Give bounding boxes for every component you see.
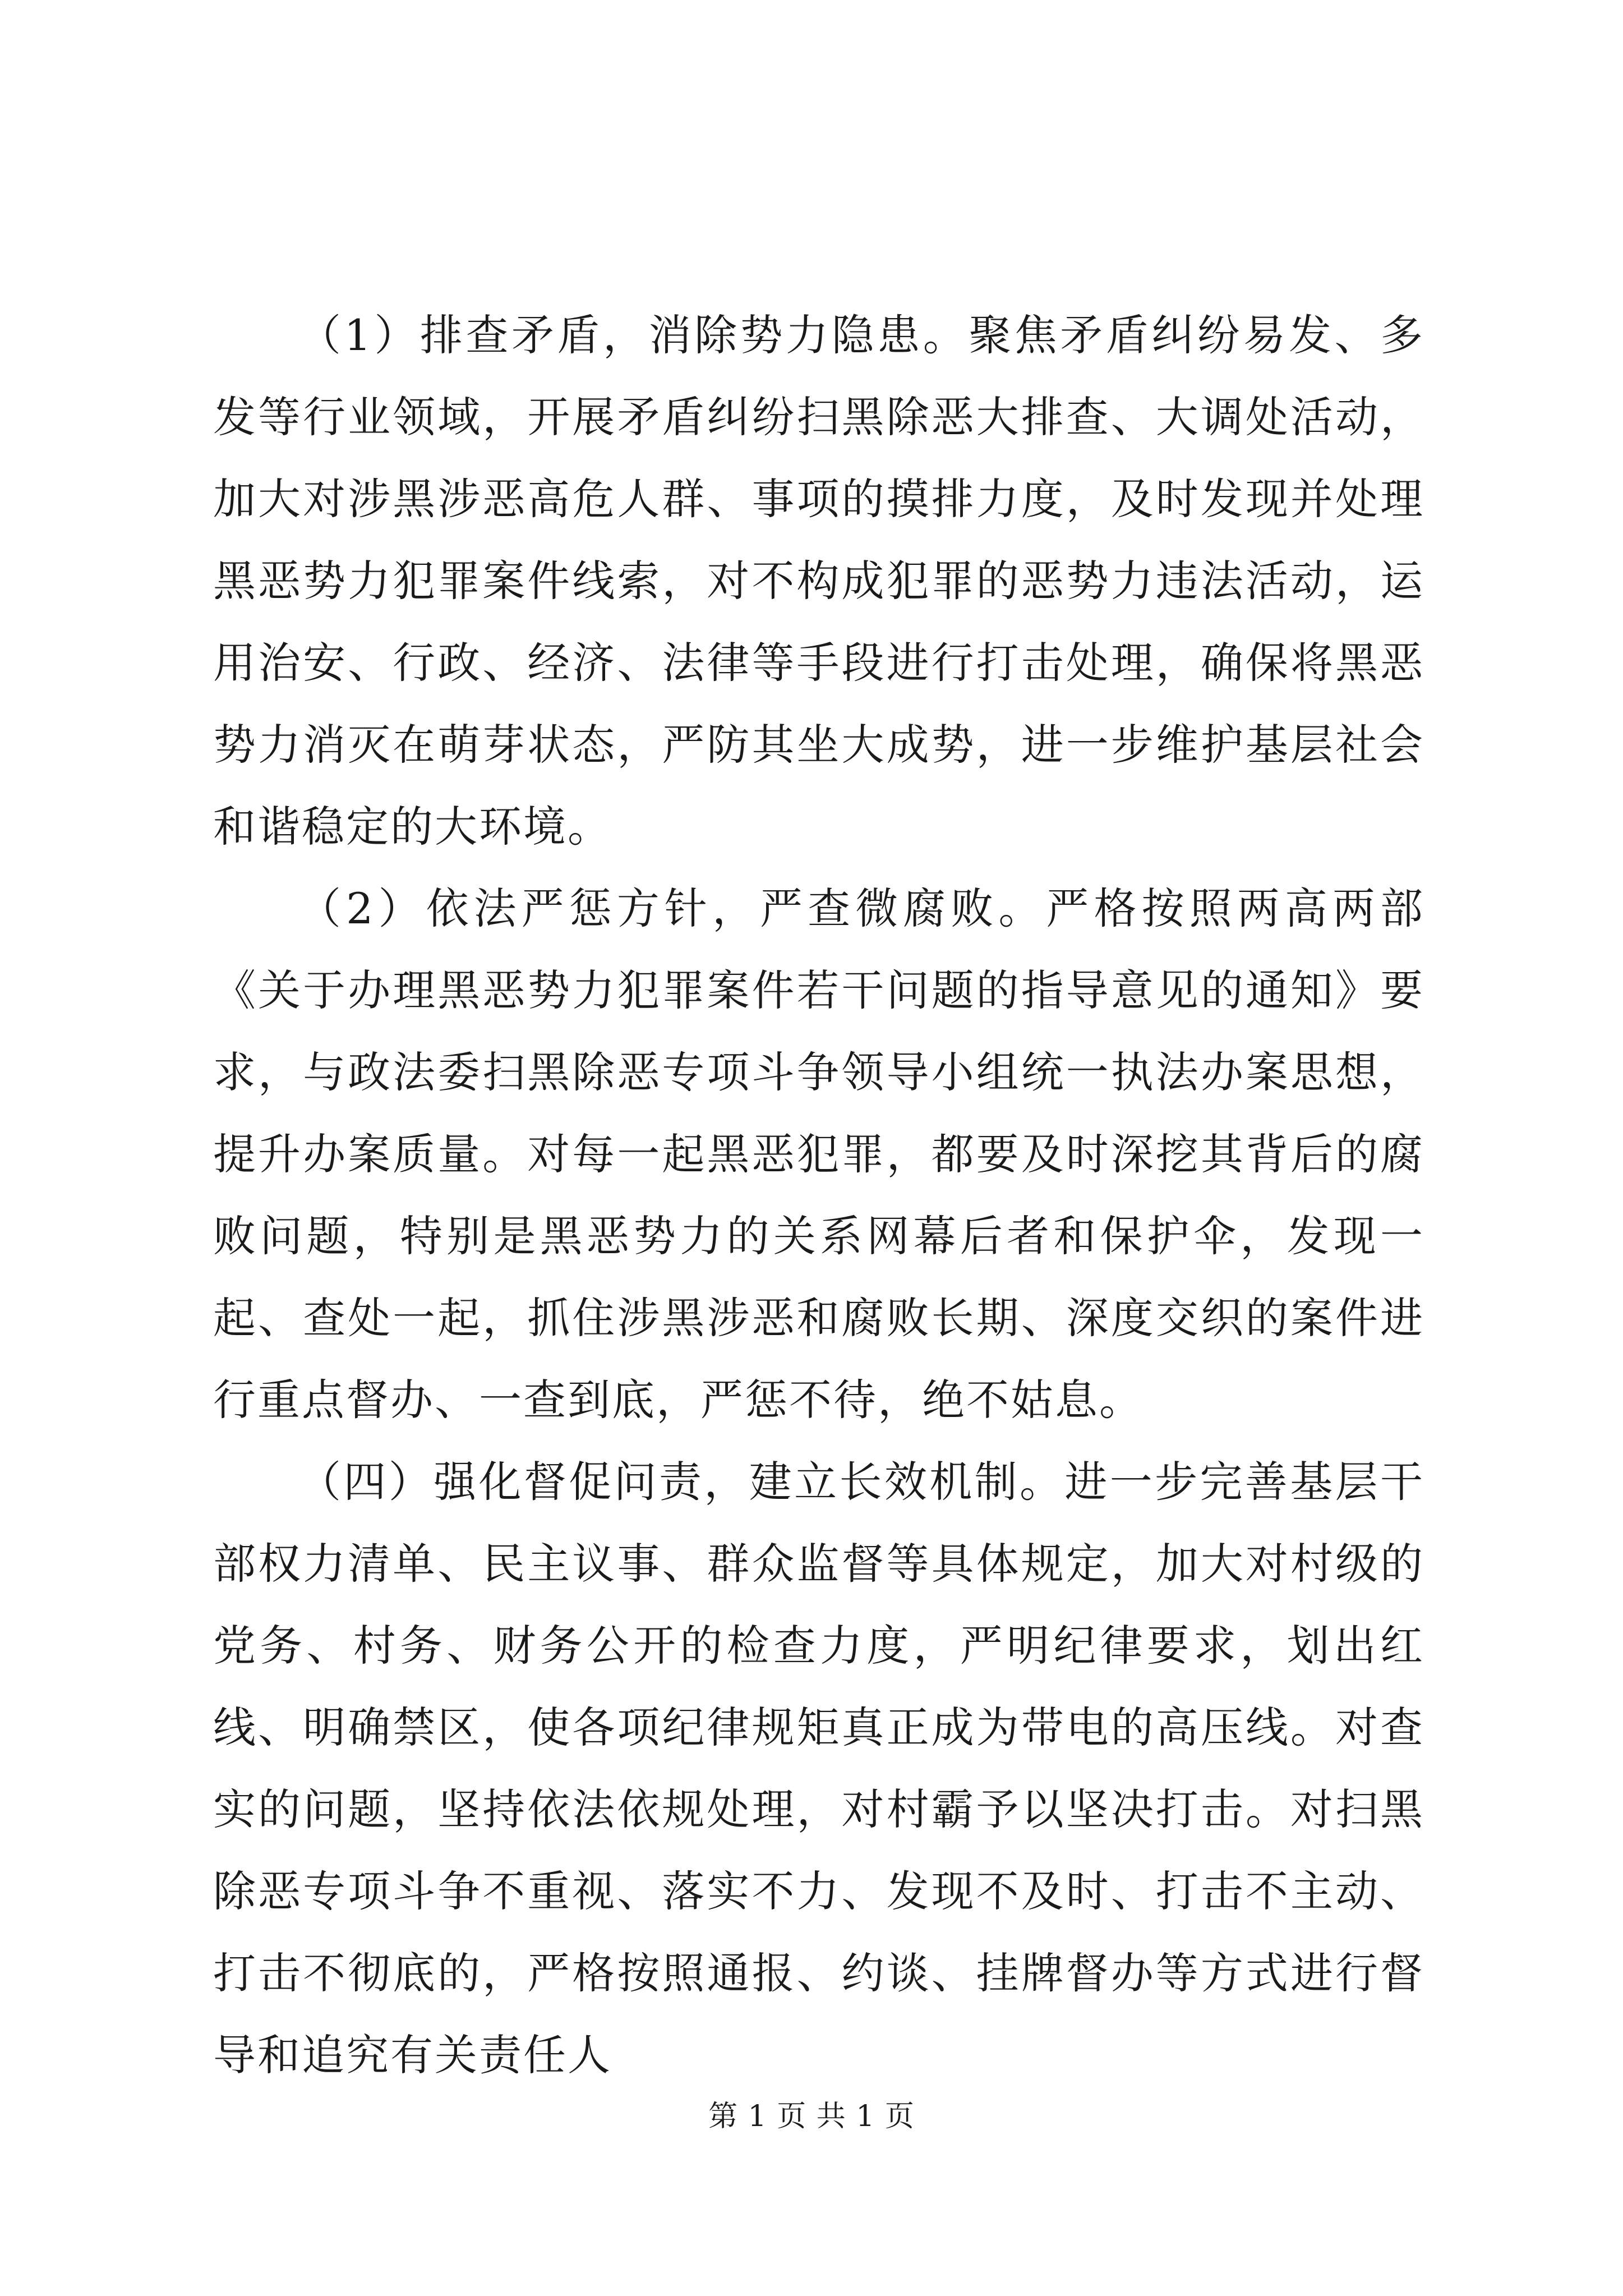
page-footer: 第 1 页 共 1 页 bbox=[708, 2100, 915, 2133]
document-body bbox=[213, 295, 1424, 2096]
paragraph-2: （2）依法严惩方针，严查微腐败。严格按照两高两部《关于办理黑恶势力犯罪案件若干问题的指导意见的通知》要求，与政法委扫黑除恶专项斗争领导小组统一执法办案思想，提升办案质量。对每一起黑恶犯罪，都要及时深挖其背后的腐败问题，特别是黑恶势力的关系网幕后者和保护伞，发现一起、查处一起，抓住涉黑涉恶和腐败长期、深度交织的案件进行重点督办、一查到底，严惩不待，绝不姑息。 bbox=[213, 884, 1424, 1425]
paragraph-3: （四）强化督促问责，建立长效机制。进一步完善基层干部权力清单、民主议事、群众监督等具体规定，加大对村级的党务、村务、财务公开的检查力度，严明纪律要求，划出红线、明确禁区，使各项纪律规矩真正成为带电的高压线。对查实的问题，坚持依法依规处理，对村霸予以坚决打击。对扫黑除恶专项斗争不重视、落实不力、发现不及时、打击不主动、打击不彻底的，严格按照通报、约谈、挂牌督办等方式进行督导和追究有关责任人 bbox=[213, 1457, 1424, 2080]
paragraph-1: （1）排查矛盾，消除势力隐患。聚焦矛盾纠纷易发、多发等行业领域，开展矛盾纠纷扫黑除恶大排查、大调处活动，加大对涉黑涉恶高危人群、事项的摸排力度，及时发现并处理黑恶势力犯罪案件线索，对不构成犯罪的恶势力违法活动，运用治安、行政、经济、法律等手段进行打击处理，确保将黑恶势力消灭在萌芽状态，严防其坐大成势，进一步维护基层社会和谐稳定的大环境。 bbox=[213, 310, 1424, 852]
